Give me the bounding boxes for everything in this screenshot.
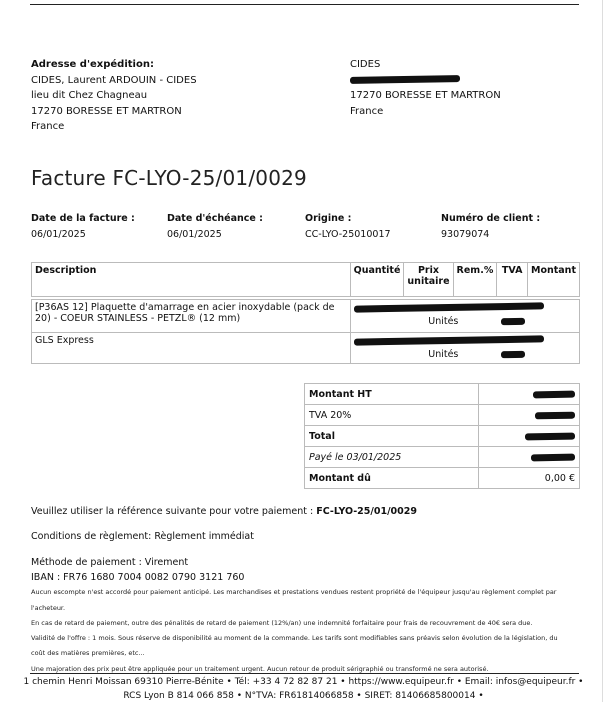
billing-address: [350, 57, 501, 119]
redaction-mark: [533, 390, 575, 398]
col-quantity: Quantité: [350, 263, 404, 297]
redaction-mark: [350, 75, 460, 84]
footer-line-2: RCS Lyon B 814 066 858 • N°TVA: FR61814066858 • SIRET: 81406685800014 •: [123, 691, 484, 701]
due-date-label: Date d'échéance :: [167, 213, 263, 224]
totals-row: [305, 405, 580, 426]
fine-print-line: Aucun escompte n'est accordé pour paiement anticipé. Les marchandises et prestations vendues restent propriété de l'équipeur jusqu'au règlement complet par: [31, 588, 557, 596]
amount-due-label: Montant dû: [305, 468, 479, 489]
origin-label: Origine :: [305, 213, 352, 224]
payment-conditions: Conditions de règlement: Règlement immédiat: [31, 531, 254, 542]
redaction-mark: [535, 411, 575, 419]
invoice-date-value: 06/01/2025: [31, 229, 86, 240]
total-label: Total: [305, 426, 479, 447]
billing-line-4: France: [350, 105, 384, 117]
paid-value: [478, 447, 579, 468]
fine-print-line: Une majoration des prix peut être appliquée pour un traitement urgent. Aucun retour de produit sérigraphié ou transformé ne sera autorisé.: [31, 665, 489, 673]
shipping-heading: Adresse d'expédition:: [31, 59, 154, 70]
payment-method: Méthode de paiement : Virement: [31, 557, 189, 568]
billing-redacted-line: [350, 73, 501, 89]
totals-table: [304, 383, 580, 489]
invoice-date-label: Date de la facture :: [31, 213, 135, 224]
fine-print-line: l'acheteur.: [31, 604, 66, 612]
totals-row: [305, 468, 580, 489]
redaction-mark: [354, 335, 544, 345]
row-unit: Unités: [354, 349, 576, 360]
footer-rule: [30, 673, 579, 674]
redaction-mark: [354, 302, 544, 312]
billing-line-1: CIDES: [350, 59, 381, 70]
payment-reference-value: FC-LYO-25/01/0029: [316, 506, 418, 517]
origin-value: CC-LYO-25010017: [305, 229, 391, 240]
invoice-lines-table: [31, 262, 580, 364]
due-date: [167, 211, 263, 243]
client-number: [441, 211, 540, 243]
client-number-label: Numéro de client :: [441, 213, 541, 224]
totals-row: [305, 426, 580, 447]
page-edge: [602, 0, 603, 702]
footer-line-1: 1 chemin Henri Moissan 69310 Pierre-Bénite • Tél: +33 4 72 82 87 21 • https://www.equipeur.fr • Email: infos@equipeur.fr •: [23, 677, 584, 687]
table-row: [32, 333, 580, 364]
totals-row: [305, 384, 580, 405]
due-date-value: 06/01/2025: [167, 229, 222, 240]
shipping-line-2: lieu dit Chez Chagneau: [31, 90, 148, 101]
amount-due-value: 0,00 €: [478, 468, 579, 489]
payment-reference: [31, 506, 417, 517]
top-rule: [30, 4, 579, 5]
billing-line-3: 17270 BORESSE ET MARTRON: [350, 90, 501, 101]
paid-label: Payé le 03/01/2025: [305, 447, 479, 468]
total-value: [478, 426, 579, 447]
col-discount: Rem.%: [453, 263, 497, 297]
fine-print-line: En cas de retard de paiement, outre des pénalités de retard de paiement (12%/an) une indemnité forfaitaire pour frais de recouvrement de 40€ sera due.: [31, 619, 533, 627]
row-description: [P36AS 12] Plaquette d'amarrage en acier inoxydable (pack de 20) - COEUR STAINLESS - PETZL® (12 mm): [32, 300, 351, 333]
row-values: [350, 333, 579, 364]
col-tva: TVA: [497, 263, 528, 297]
client-number-value: 93079074: [441, 229, 490, 240]
invoice-title: Facture FC-LYO-25/01/0029: [31, 166, 307, 190]
shipping-line-3: 17270 BORESSE ET MARTRON: [31, 105, 182, 117]
shipping-line-4: France: [31, 121, 65, 132]
row-description: GLS Express: [32, 333, 351, 364]
tva-value: [478, 405, 579, 426]
table-header-row: [32, 263, 580, 297]
payment-reference-text: Veuillez utiliser la référence suivante pour votre paiement :: [31, 506, 314, 517]
amount-ht-label: Montant HT: [305, 384, 479, 405]
row-unit: Unités: [354, 316, 576, 327]
col-unit-price: Prix unitaire: [404, 263, 453, 297]
invoice-date: [31, 211, 135, 243]
tva-label: TVA 20%: [305, 405, 479, 426]
shipping-address: [31, 57, 197, 135]
redaction-mark: [525, 432, 575, 440]
row-values: [350, 300, 579, 333]
col-amount: Montant: [527, 263, 579, 297]
table-row: [32, 300, 580, 333]
amount-ht-value: [478, 384, 579, 405]
fine-print-line: Validité de l'offre : 1 mois. Sous réserve de disponibilité au moment de la commande. Les tarifs sont modifiables sans préavis selon évolution de la législation, du: [31, 634, 558, 642]
fine-print-line: coût des matières premières, etc...: [31, 649, 145, 657]
totals-row: [305, 447, 580, 468]
redaction-mark: [531, 453, 575, 461]
origin: [305, 211, 391, 243]
shipping-line-1: CIDES, Laurent ARDOUIN - CIDES: [31, 74, 197, 86]
iban: IBAN : FR76 1680 7004 0082 0790 3121 760: [31, 572, 245, 583]
col-description: Description: [32, 263, 351, 297]
